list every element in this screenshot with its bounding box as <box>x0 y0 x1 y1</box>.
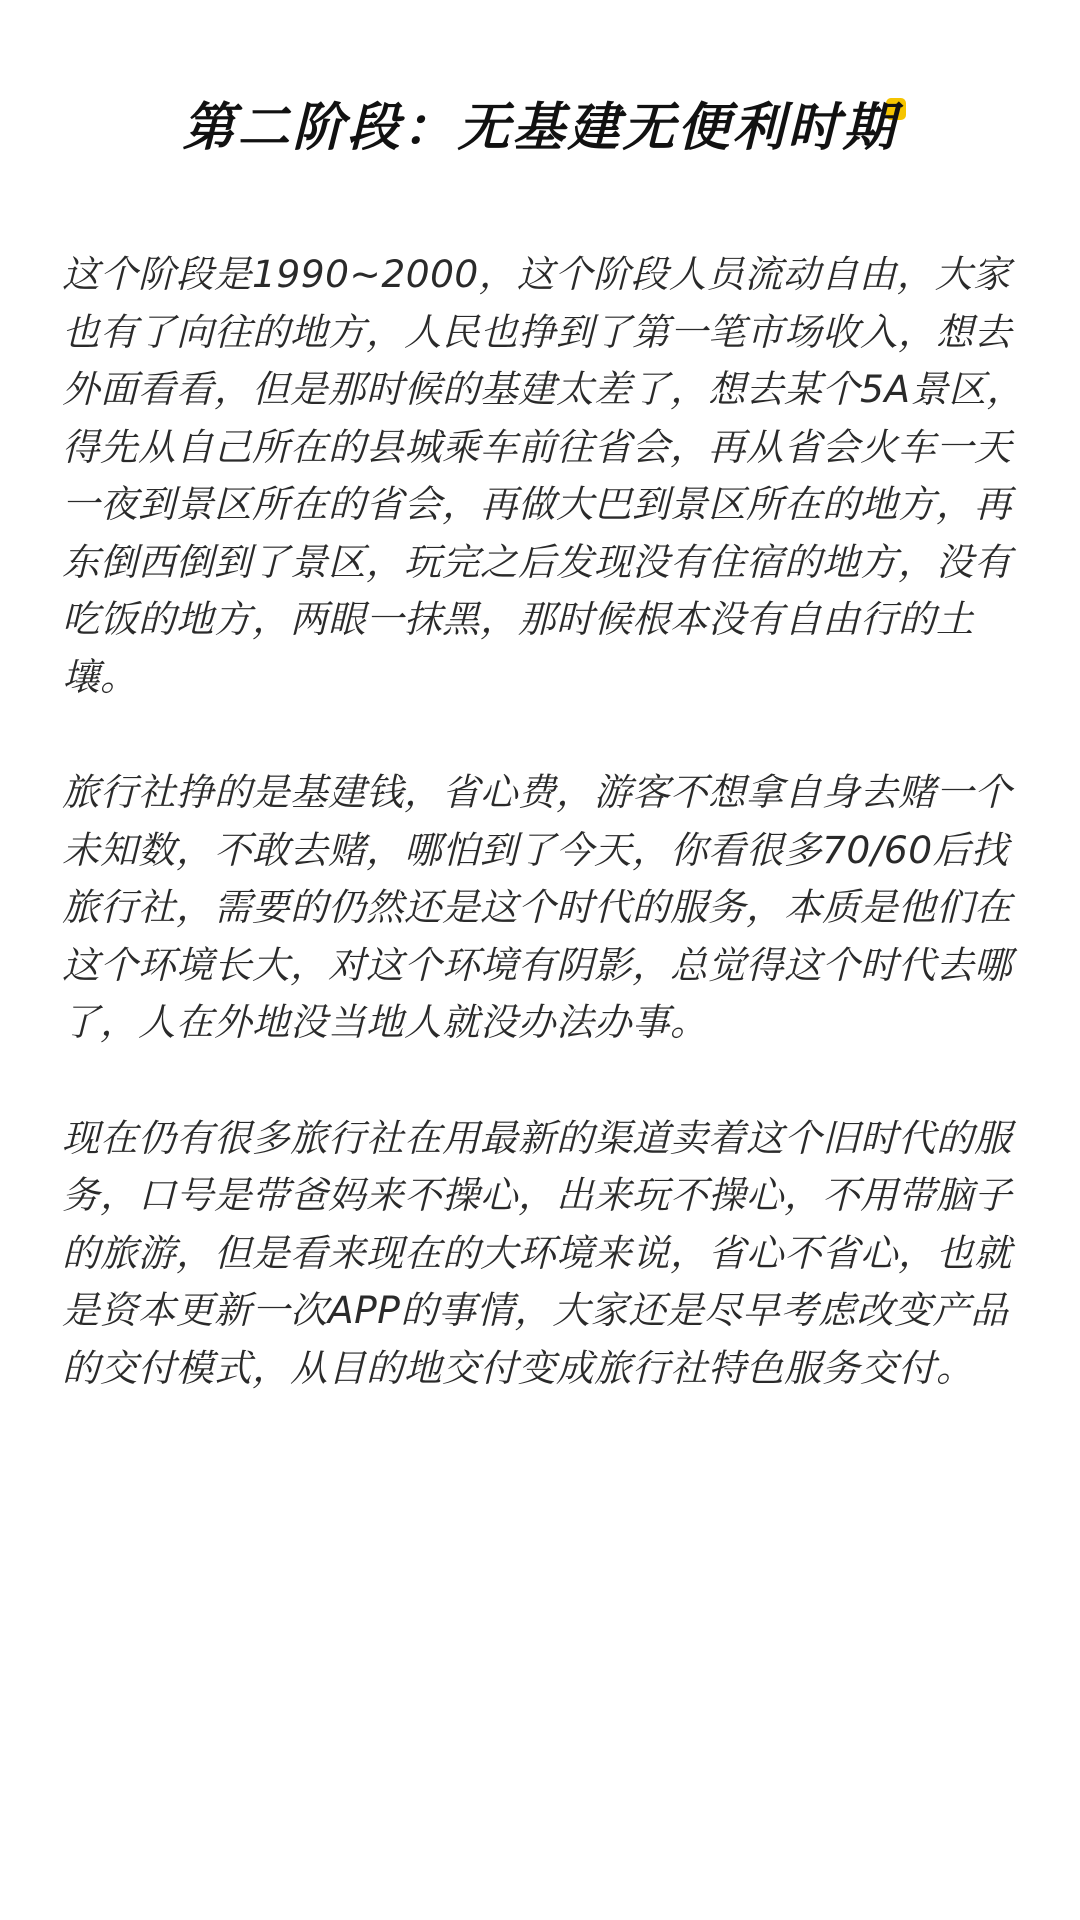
page-title <box>182 92 897 164</box>
title-container <box>0 92 1080 164</box>
page-title-text: 第二阶段：无基建无便利时期 <box>182 98 898 158</box>
paragraph-2: 旅行社挣的是基建钱，省心费，游客不想拿自身去赌一个未知数，不敢去赌，哪怕到了今天，你看很多70/60后找旅行社，需要的仍然还是这个时代的服务，本质是他们在这个环境长大，对这个环境有阴影，总觉得这个时代去哪了，人在外地没当地人就没办法办事。 <box>62 770 1012 1044</box>
paragraph-1: 这个阶段是1990~2000，这个阶段人员流动自由，大家也有了向往的地方，人民也挣到了第一笔市场收入，想去外面看看，但是那时候的基建太差了，想去某个5A景区，得先从自己所在的县城乘车前往省会，再从省会火车一天一夜到景区所在的省会，再做大巴到景区所在的地方，再东倒西倒到了景区，玩完之后发现没有住宿的地方，没有吃饭的地方，两眼一抹黑，那时候根本没有自由行的土壤。 <box>62 252 1025 699</box>
article-body <box>62 246 1032 1455</box>
paragraph-3: 现在仍有很多旅行社在用最新的渠道卖着这个旧时代的服务，口号是带爸妈来不操心，出来玩不操心，不用带脑子的旅游，但是看来现在的大环境来说，省心不省心，也就是资本更新一次APP的事情，大家还是尽早考虑改变产品的交付模式，从目的地交付变成旅行社特色服务交付。 <box>62 1115 1012 1390</box>
